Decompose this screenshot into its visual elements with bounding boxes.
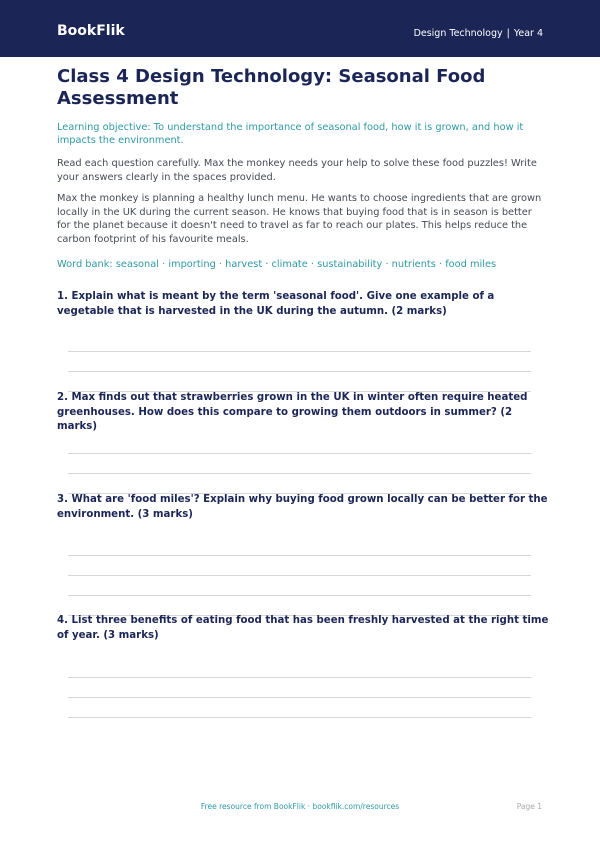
answer-line[interactable]	[68, 677, 531, 678]
subject-label: Design Technology	[413, 28, 503, 39]
answer-line[interactable]	[68, 371, 531, 372]
page-title: Class 4 Design Technology: Seasonal Food Assessment	[57, 66, 486, 109]
answer-line[interactable]	[68, 555, 531, 556]
question-1: 1. Explain what is meant by the term 'seasonal food'. Give one example of a vegetable that is harvested in the UK during the autumn. (2 marks)	[57, 291, 495, 317]
answer-line[interactable]	[68, 453, 531, 454]
answer-line[interactable]	[68, 717, 531, 718]
learning-objective: Learning objective: To understand the importance of seasonal food, how it is grown, and how it impacts the environment.	[57, 122, 524, 146]
header-bar	[0, 0, 600, 57]
intro-paragraph: Read each question carefully. Max the monkey needs your help to solve these food puzzles! Write your answers clearly in the spaces provided.	[57, 158, 537, 183]
answer-line[interactable]	[68, 575, 531, 576]
year-label: Year 4	[513, 28, 543, 39]
footer-credit: Free resource from BookFlik · bookflik.com/resources	[200, 802, 400, 811]
question-4: 4. List three benefits of eating food that has been freshly harvested at the right time of year. (3 marks)	[57, 615, 549, 641]
meta-separator: |	[506, 28, 510, 39]
word-bank: Word bank: seasonal · importing · harvest · climate · sustainability · nutrients · food miles	[57, 259, 497, 270]
answer-line[interactable]	[68, 595, 531, 596]
header-meta	[414, 28, 543, 39]
answer-line[interactable]	[68, 351, 531, 352]
scenario-paragraph: Max the monkey is planning a healthy lunch menu. He wants to choose ingredients that are grown locally in the UK during the current season. He knows that buying food that is in season is better for the planet because it doesn't need to travel as far to reach our plates. This helps reduce the carbon footprint of his favourite meals.	[57, 193, 542, 245]
answer-line[interactable]	[68, 473, 531, 474]
question-2: 2. Max finds out that strawberries grown in the UK in winter often require heated greenhouses. How does this compare to growing them outdoors in summer? (2 marks)	[57, 392, 528, 432]
question-3: 3. What are 'food miles'? Explain why buying food grown locally can be better for the environment. (3 marks)	[57, 494, 548, 520]
brand-logo: BookFlik	[57, 23, 125, 39]
answer-line[interactable]	[68, 697, 531, 698]
page-number: Page 1	[516, 802, 542, 811]
